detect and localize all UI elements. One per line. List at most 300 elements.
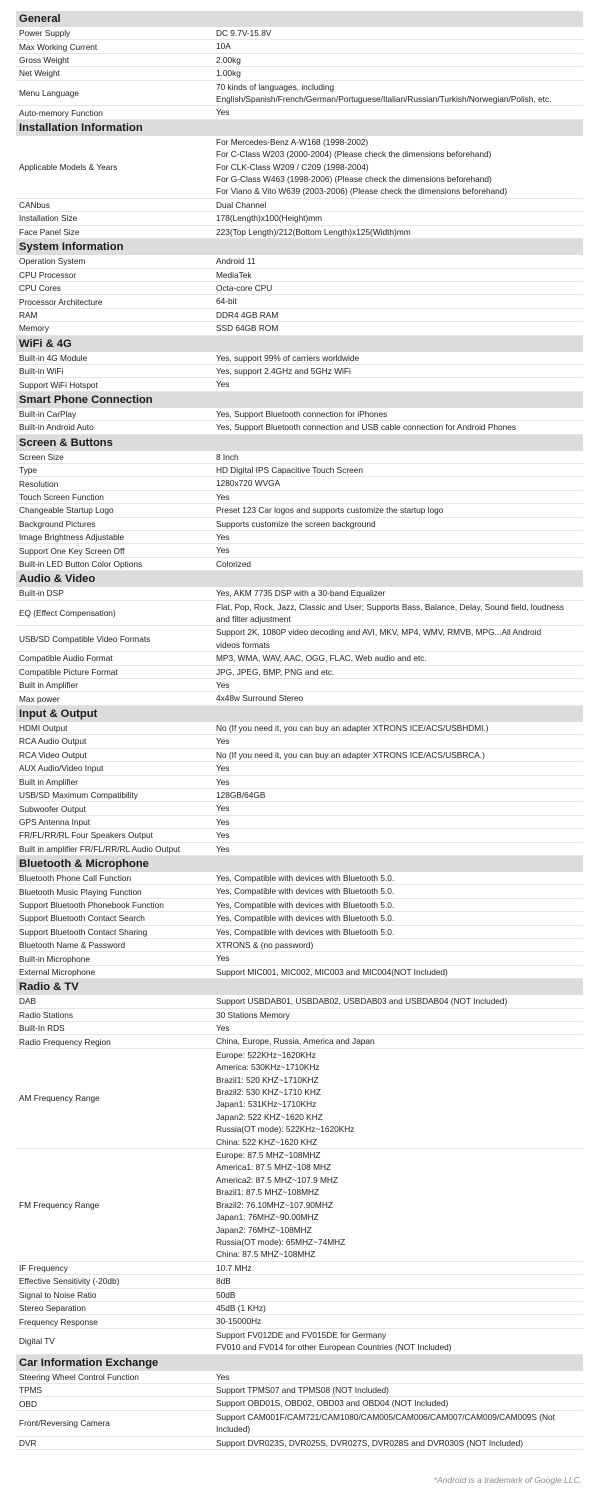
spec-value-line: Yes bbox=[216, 532, 230, 542]
spec-label: Bluetooth Name & Password bbox=[19, 940, 126, 951]
spec-value bbox=[212, 136, 583, 198]
spec-row bbox=[16, 451, 583, 464]
spec-value-line: Dual Channel bbox=[216, 199, 267, 210]
spec-row bbox=[16, 1149, 583, 1262]
spec-value-line: MP3, WMA, WAV, AAC, OGG, FLAC, Web audio and etc. bbox=[216, 653, 427, 664]
spec-value-line: Yes bbox=[216, 1023, 230, 1033]
spec-label: Built in amplifier FR/FL/RR/RL Audio Output bbox=[19, 843, 181, 854]
spec-value bbox=[212, 295, 583, 307]
spec-label: Built-in Android Auto bbox=[19, 422, 94, 433]
spec-row bbox=[16, 1437, 583, 1450]
spec-value bbox=[212, 966, 583, 978]
spec-value bbox=[212, 40, 583, 52]
spec-value-line: For CLK-Class W209 / C209 (1998-2004) bbox=[216, 161, 369, 172]
spec-value bbox=[212, 1371, 583, 1383]
spec-label: FR/FL/RR/RL Four Speakers Output bbox=[19, 830, 153, 841]
spec-value-line: China, Europe, Russia, America and Japan bbox=[216, 1036, 375, 1047]
spec-value bbox=[212, 722, 583, 734]
spec-value bbox=[212, 67, 583, 79]
spec-value bbox=[212, 601, 583, 626]
spec-label: Built-in 4G Module bbox=[19, 352, 88, 363]
spec-value-line: and filter adjustment bbox=[216, 614, 291, 625]
spec-row bbox=[16, 504, 583, 517]
spec-label: Support Bluetooth Phonebook Function bbox=[19, 899, 164, 910]
spec-label: Built-in DSP bbox=[19, 588, 64, 599]
spec-value-line: America1: 87.5 MHZ~108 MHZ bbox=[216, 1162, 332, 1173]
spec-row bbox=[16, 309, 583, 322]
spec-value-line: 223(Top Length)/212(Bottom Length)x125(Width)mm bbox=[216, 226, 411, 237]
spec-value-line: Yes, support 2.4GHz and 5GHz WiFi bbox=[216, 365, 351, 376]
spec-label: RCA Video Output bbox=[19, 749, 87, 760]
spec-row bbox=[16, 365, 583, 378]
spec-section bbox=[16, 336, 583, 392]
spec-row bbox=[16, 1384, 583, 1397]
spec-value-line: Yes, Support Bluetooth connection and USB cable connection for Android Phones bbox=[216, 422, 516, 433]
spec-row bbox=[16, 40, 583, 53]
spec-row bbox=[16, 679, 583, 692]
spec-value-line: Yes bbox=[216, 830, 230, 841]
spec-section bbox=[16, 239, 583, 335]
spec-label: Stereo Separation bbox=[19, 1303, 86, 1314]
spec-row bbox=[16, 282, 583, 295]
spec-value-line: Preset 123 Car logos and supports customize the startup logo bbox=[216, 505, 444, 516]
spec-value bbox=[212, 1437, 583, 1449]
spec-value-line: Flat, Pop, Rock, Jazz, Classic and User; Supports Bass, Balance, Delay, Sound field, loudness bbox=[216, 601, 565, 612]
spec-row bbox=[16, 54, 583, 67]
spec-row bbox=[16, 735, 583, 748]
spec-row bbox=[16, 558, 583, 571]
spec-value bbox=[212, 587, 583, 599]
spec-value-line: 45dB (1 KHz) bbox=[216, 1302, 266, 1313]
spec-row bbox=[16, 226, 583, 239]
spec-label: Operation System bbox=[19, 256, 86, 267]
spec-value-line: No (If you need it, you can buy an adapter XTRONS ICE/ACS/USBHDMI.) bbox=[216, 722, 489, 733]
spec-value bbox=[212, 952, 583, 964]
spec-section bbox=[16, 979, 583, 1354]
spec-value bbox=[212, 776, 583, 788]
spec-value bbox=[212, 735, 583, 747]
spec-value-line: DDR4 4GB RAM bbox=[216, 309, 279, 320]
spec-section bbox=[16, 1355, 583, 1450]
spec-label: Gross Weight bbox=[19, 55, 70, 66]
spec-value-line: Yes bbox=[216, 803, 230, 814]
spec-value-line: For Viano & Vito W639 (2003-2006) (Please check the dimensions beforehand) bbox=[216, 186, 508, 197]
spec-row bbox=[16, 652, 583, 665]
spec-label: FM Frequency Range bbox=[19, 1199, 100, 1210]
spec-value-line: MediaTek bbox=[216, 269, 252, 280]
spec-value bbox=[212, 802, 583, 814]
spec-row bbox=[16, 789, 583, 802]
spec-value bbox=[212, 504, 583, 516]
spec-row bbox=[16, 518, 583, 531]
spec-value-line: Brazil1: 87.5 MHZ~108MHZ bbox=[216, 1187, 320, 1198]
spec-value-line: Russia(OT mode): 522KHz~1620KHz bbox=[216, 1124, 355, 1135]
spec-value-line: Yes bbox=[216, 776, 230, 787]
spec-row bbox=[16, 939, 583, 952]
spec-section bbox=[16, 392, 583, 435]
spec-row bbox=[16, 1315, 583, 1328]
section-header: WiFi & 4G bbox=[16, 336, 583, 352]
spec-value-line: Android 11 bbox=[216, 256, 256, 267]
spec-value-line: Support CAM001F/CAM721/CAM1080/CAM005/CAM006/CAM007/CAM009/CAM009S (Not bbox=[216, 1411, 555, 1422]
spec-label: CPU Processor bbox=[19, 269, 77, 280]
spec-row bbox=[16, 952, 583, 965]
spec-value bbox=[212, 269, 583, 281]
spec-label: Screen Size bbox=[19, 451, 64, 462]
spec-label: Compatible Audio Format bbox=[19, 653, 113, 664]
spec-row bbox=[16, 995, 583, 1008]
section-header: System Information bbox=[16, 239, 583, 255]
spec-label: Steering Wheel Control Function bbox=[19, 1371, 139, 1382]
spec-label: Signal to Noise Ratio bbox=[19, 1289, 97, 1300]
spec-value bbox=[212, 106, 583, 118]
section-header: Smart Phone Connection bbox=[16, 392, 583, 408]
spec-section bbox=[16, 706, 583, 856]
spec-section bbox=[16, 120, 583, 239]
spec-value-line: 10.7 MHz bbox=[216, 1262, 252, 1273]
spec-value-line: Yes bbox=[216, 843, 230, 854]
spec-value bbox=[212, 1035, 583, 1047]
spec-value-line: Included) bbox=[216, 1424, 251, 1435]
spec-row bbox=[16, 1302, 583, 1315]
spec-value-line: Japan1: 76MHZ~90.00MHZ bbox=[216, 1212, 319, 1223]
spec-label: Support One Key Screen Off bbox=[19, 545, 125, 556]
spec-label: Bluetooth Phone Call Function bbox=[19, 873, 132, 884]
spec-value bbox=[212, 762, 583, 774]
spec-value-line: Support TPMS07 and TPMS08 (NOT Included) bbox=[216, 1384, 389, 1395]
spec-row bbox=[16, 27, 583, 40]
spec-row bbox=[16, 255, 583, 268]
spec-value bbox=[212, 81, 583, 106]
spec-value-line: For C-Class W203 (2000-2004) (Please check the dimensions beforehand) bbox=[216, 149, 492, 160]
spec-row bbox=[16, 843, 583, 856]
spec-value-line: Yes bbox=[216, 545, 230, 556]
spec-value bbox=[212, 27, 583, 39]
spec-value bbox=[212, 282, 583, 294]
spec-label: Installation Size bbox=[19, 213, 78, 224]
spec-row bbox=[16, 666, 583, 679]
spec-label: USB/SD Compatible Video Formats bbox=[19, 633, 151, 644]
spec-value bbox=[212, 939, 583, 951]
spec-value-line: Support DVR023S, DVR025S, DVR027S, DVR028S and DVR030S (NOT Included) bbox=[216, 1437, 523, 1448]
spec-value-line: SSD 64GB ROM bbox=[216, 323, 279, 334]
spec-value bbox=[212, 491, 583, 503]
spec-row bbox=[16, 269, 583, 282]
spec-label: TPMS bbox=[19, 1385, 43, 1396]
spec-value bbox=[212, 544, 583, 556]
spec-value-line: FV010 and FV014 for other European Countries (NOT Included) bbox=[216, 1342, 452, 1353]
spec-value bbox=[212, 1397, 583, 1409]
spec-label: HDMI Output bbox=[19, 723, 68, 734]
spec-label: Changeable Startup Logo bbox=[19, 505, 114, 516]
spec-value bbox=[212, 816, 583, 828]
spec-row bbox=[16, 1371, 583, 1384]
spec-label: Memory bbox=[19, 323, 49, 334]
spec-row bbox=[16, 408, 583, 421]
spec-row bbox=[16, 749, 583, 762]
spec-value-line: Yes bbox=[216, 491, 230, 502]
spec-label: Resolution bbox=[19, 478, 59, 489]
spec-value-line: Yes bbox=[216, 953, 230, 964]
spec-value-line: Europe: 522KHz~1620KHz bbox=[216, 1049, 316, 1060]
spec-value-line: China: 522 KHZ~1620 KHZ bbox=[216, 1136, 318, 1147]
spec-value bbox=[212, 54, 583, 66]
spec-value-line: 1.00kg bbox=[216, 68, 241, 79]
spec-row bbox=[16, 872, 583, 885]
spec-row bbox=[16, 322, 583, 335]
spec-row bbox=[16, 966, 583, 979]
spec-label: Max power bbox=[19, 693, 60, 704]
spec-section bbox=[16, 856, 583, 979]
spec-value-line: Yes, Compatible with devices with Bluetooth 5.0. bbox=[216, 872, 395, 883]
spec-value-line: 8dB bbox=[216, 1276, 231, 1287]
spec-value-line: For G-Class W463 (1998-2006) (Please check the dimensions beforehand) bbox=[216, 174, 492, 185]
spec-value bbox=[212, 652, 583, 664]
spec-value-line: Yes bbox=[216, 1371, 230, 1382]
spec-value-line: HD Digital IPS Capacitive Touch Screen bbox=[216, 464, 363, 475]
spec-label: Menu Language bbox=[19, 88, 79, 99]
spec-row bbox=[16, 1329, 583, 1355]
spec-label: RAM bbox=[19, 309, 38, 320]
spec-value-line: Russia(OT mode): 65MHZ~74MHZ bbox=[216, 1236, 346, 1247]
spec-value bbox=[212, 1384, 583, 1396]
spec-value-line: Yes bbox=[216, 379, 230, 390]
spec-value-line: Yes bbox=[216, 736, 230, 747]
spec-label: Built in Amplifier bbox=[19, 680, 79, 691]
spec-label: Built-in Microphone bbox=[19, 953, 91, 964]
spec-row bbox=[16, 464, 583, 477]
spec-label: RCA Audio Output bbox=[19, 736, 87, 747]
spec-row bbox=[16, 802, 583, 815]
spec-value-line: Yes, Compatible with devices with Bluetooth 5.0. bbox=[216, 899, 395, 910]
spec-value-line: Yes, Compatible with devices with Bluetooth 5.0. bbox=[216, 926, 395, 937]
spec-value bbox=[212, 1009, 583, 1021]
spec-value bbox=[212, 1302, 583, 1314]
spec-value-line: videos formats bbox=[216, 639, 270, 650]
spec-section bbox=[16, 571, 583, 706]
spec-value bbox=[212, 626, 583, 651]
spec-label: Net Weight bbox=[19, 68, 60, 79]
spec-value-line: 128GB/64GB bbox=[216, 789, 266, 800]
spec-label: CPU Cores bbox=[19, 283, 61, 294]
spec-value-line: Support OBD01S, OBD02, OBD03 and OBD04 (NOT Included) bbox=[216, 1398, 449, 1409]
spec-value bbox=[212, 899, 583, 911]
spec-value-line: Europe: 87.5 MHZ~108MHZ bbox=[216, 1150, 321, 1161]
spec-value-line: 30-15000Hz bbox=[216, 1316, 262, 1327]
spec-value-line: Japan1: 531KHz~1710KHz bbox=[216, 1099, 317, 1110]
spec-label: Built in Amplifier bbox=[19, 776, 79, 787]
spec-value-line: 4x48w Surround Stereo bbox=[216, 693, 304, 704]
spec-value-line: Support MIC001, MIC002, MIC003 and MIC004(NOT Included) bbox=[216, 966, 448, 977]
spec-row bbox=[16, 1009, 583, 1022]
spec-label: Power Supply bbox=[19, 28, 71, 39]
spec-value bbox=[212, 451, 583, 463]
spec-value bbox=[212, 1262, 583, 1274]
spec-value-line: 2.00kg bbox=[216, 54, 241, 65]
spec-row bbox=[16, 531, 583, 544]
spec-value-line: Yes bbox=[216, 763, 230, 774]
spec-row bbox=[16, 378, 583, 391]
spec-row bbox=[16, 626, 583, 652]
spec-row bbox=[16, 1289, 583, 1302]
spec-label: IF Frequency bbox=[19, 1262, 68, 1273]
spec-row bbox=[16, 421, 583, 434]
spec-value bbox=[212, 692, 583, 704]
spec-value bbox=[212, 885, 583, 897]
spec-value-line: Yes bbox=[216, 107, 230, 118]
spec-value-line: 70 kinds of languages, including bbox=[216, 81, 335, 92]
spec-label: Built-in LED Button Color Options bbox=[19, 559, 143, 570]
spec-value-line: Yes, AKM 7735 DSP with a 30-band Equalizer bbox=[216, 588, 386, 599]
spec-label: Auto-memory Function bbox=[19, 107, 103, 118]
spec-value-line: Japan2: 522 KHZ~1620 KHZ bbox=[216, 1111, 323, 1122]
spec-label: Processor Architecture bbox=[19, 296, 103, 307]
spec-row bbox=[16, 1022, 583, 1035]
spec-label: External Microphone bbox=[19, 966, 96, 977]
spec-value bbox=[212, 1289, 583, 1301]
spec-label: CANbus bbox=[19, 200, 50, 211]
spec-value-line: 1280x720 WVGA bbox=[216, 478, 281, 489]
spec-label: DAB bbox=[19, 996, 37, 1007]
spec-value bbox=[212, 408, 583, 420]
spec-value-line: 30 Stations Memory bbox=[216, 1009, 290, 1020]
spec-row bbox=[16, 67, 583, 80]
spec-label: AUX Audio/Video Input bbox=[19, 763, 104, 774]
spec-label: Background Pictures bbox=[19, 518, 96, 529]
spec-row bbox=[16, 722, 583, 735]
spec-value bbox=[212, 1275, 583, 1287]
spec-value bbox=[212, 226, 583, 238]
spec-value-line: 178(Length)x100(Height)mm bbox=[216, 213, 323, 224]
spec-row bbox=[16, 477, 583, 490]
spec-label: Built-In RDS bbox=[19, 1023, 65, 1034]
spec-row bbox=[16, 1411, 583, 1437]
spec-value-line: Supports customize the screen background bbox=[216, 518, 376, 529]
spec-label: Frequency Response bbox=[19, 1316, 98, 1327]
spec-value-line: JPG, JPEG, BMP, PNG and etc. bbox=[216, 666, 335, 677]
spec-section bbox=[16, 435, 583, 572]
spec-row bbox=[16, 136, 583, 199]
spec-value bbox=[212, 212, 583, 224]
spec-value-line: Brazil2: 530 KHZ~1710 KHZ bbox=[216, 1087, 321, 1098]
spec-row bbox=[16, 816, 583, 829]
spec-row bbox=[16, 106, 583, 119]
spec-label: Radio Frequency Region bbox=[19, 1036, 111, 1047]
spec-label: Max Working Current bbox=[19, 41, 98, 52]
spec-value-line: No (If you need it, you can buy an adapter XTRONS ICE/ACS/USBRCA.) bbox=[216, 749, 485, 760]
spec-value-line: Yes, support 99% of carriers worldwide bbox=[216, 352, 360, 363]
spec-label: Type bbox=[19, 465, 37, 476]
spec-value bbox=[212, 199, 583, 211]
spec-row bbox=[16, 926, 583, 939]
spec-value-line: Yes bbox=[216, 816, 230, 827]
spec-value bbox=[212, 872, 583, 884]
spec-value bbox=[212, 365, 583, 377]
spec-label: DVR bbox=[19, 1437, 37, 1448]
spec-value bbox=[212, 1329, 583, 1354]
spec-row bbox=[16, 1275, 583, 1288]
spec-value-line: XTRONS & (no password) bbox=[216, 939, 314, 950]
spec-row bbox=[16, 601, 583, 627]
spec-row bbox=[16, 829, 583, 842]
spec-row bbox=[16, 885, 583, 898]
spec-label: Digital TV bbox=[19, 1336, 55, 1347]
section-header: Radio & TV bbox=[16, 979, 583, 995]
spec-row bbox=[16, 776, 583, 789]
spec-value bbox=[212, 926, 583, 938]
section-header: Screen & Buttons bbox=[16, 435, 583, 451]
spec-label: EQ (Effect Compensation) bbox=[19, 608, 116, 619]
spec-value bbox=[212, 1149, 583, 1261]
spec-row bbox=[16, 352, 583, 365]
spec-value bbox=[212, 352, 583, 364]
section-header: Input & Output bbox=[16, 706, 583, 722]
spec-row bbox=[16, 199, 583, 212]
spec-row bbox=[16, 295, 583, 308]
spec-label: GPS Antenna Input bbox=[19, 816, 91, 827]
section-header: Car Information Exchange bbox=[16, 1355, 583, 1371]
spec-value bbox=[212, 1411, 583, 1436]
spec-value bbox=[212, 829, 583, 841]
spec-value-line: Yes bbox=[216, 680, 230, 691]
spec-label: Compatible Picture Format bbox=[19, 666, 118, 677]
spec-value-line: China: 87.5 MHZ~108MHZ bbox=[216, 1249, 316, 1260]
spec-label: Applicable Models & Years bbox=[19, 161, 118, 172]
spec-row bbox=[16, 81, 583, 107]
spec-value-line: Support USBDAB01, USBDAB02, USBDAB03 and USBDAB04 (NOT Included) bbox=[216, 996, 508, 1007]
spec-row bbox=[16, 1397, 583, 1410]
spec-value bbox=[212, 679, 583, 691]
spec-value bbox=[212, 1315, 583, 1327]
spec-row bbox=[16, 1049, 583, 1149]
spec-value bbox=[212, 1022, 583, 1034]
spec-value bbox=[212, 789, 583, 801]
spec-value-line: DC 9.7V-15.8V bbox=[216, 28, 272, 38]
spec-value bbox=[212, 421, 583, 433]
spec-value-line: America2: 87.5 MHZ~107.9 MHZ bbox=[216, 1174, 338, 1185]
spec-value bbox=[212, 558, 583, 570]
spec-value-line: 10A bbox=[216, 41, 231, 52]
spec-row bbox=[16, 544, 583, 557]
spec-label: Bluetooth Music Playing Function bbox=[19, 886, 142, 897]
spec-value bbox=[212, 378, 583, 390]
spec-value bbox=[212, 666, 583, 678]
spec-row bbox=[16, 912, 583, 925]
spec-row bbox=[16, 692, 583, 705]
spec-value-line: Colorized bbox=[216, 558, 252, 569]
spec-row bbox=[16, 1035, 583, 1048]
spec-value-line: Brazil2: 76.10MHZ~107.90MHZ bbox=[216, 1199, 333, 1210]
spec-label: OBD bbox=[19, 1398, 37, 1409]
spec-label: Support WiFi Hotspot bbox=[19, 379, 98, 390]
spec-value bbox=[212, 912, 583, 924]
spec-row bbox=[16, 491, 583, 504]
spec-value-line: Octa-core CPU bbox=[216, 282, 273, 293]
spec-row bbox=[16, 1262, 583, 1275]
spec-row bbox=[16, 899, 583, 912]
spec-label: Support Bluetooth Contact Search bbox=[19, 913, 145, 924]
spec-value bbox=[212, 464, 583, 476]
spec-label: Support Bluetooth Contact Sharing bbox=[19, 926, 148, 937]
spec-value-line: Yes, Compatible with devices with Bluetooth 5.0. bbox=[216, 913, 395, 924]
spec-value bbox=[212, 531, 583, 543]
spec-value bbox=[212, 749, 583, 761]
spec-value bbox=[212, 1049, 583, 1148]
spec-value bbox=[212, 255, 583, 267]
spec-value-line: 8 Inch bbox=[216, 451, 239, 462]
spec-value bbox=[212, 518, 583, 530]
spec-label: Built-in WiFi bbox=[19, 366, 64, 377]
